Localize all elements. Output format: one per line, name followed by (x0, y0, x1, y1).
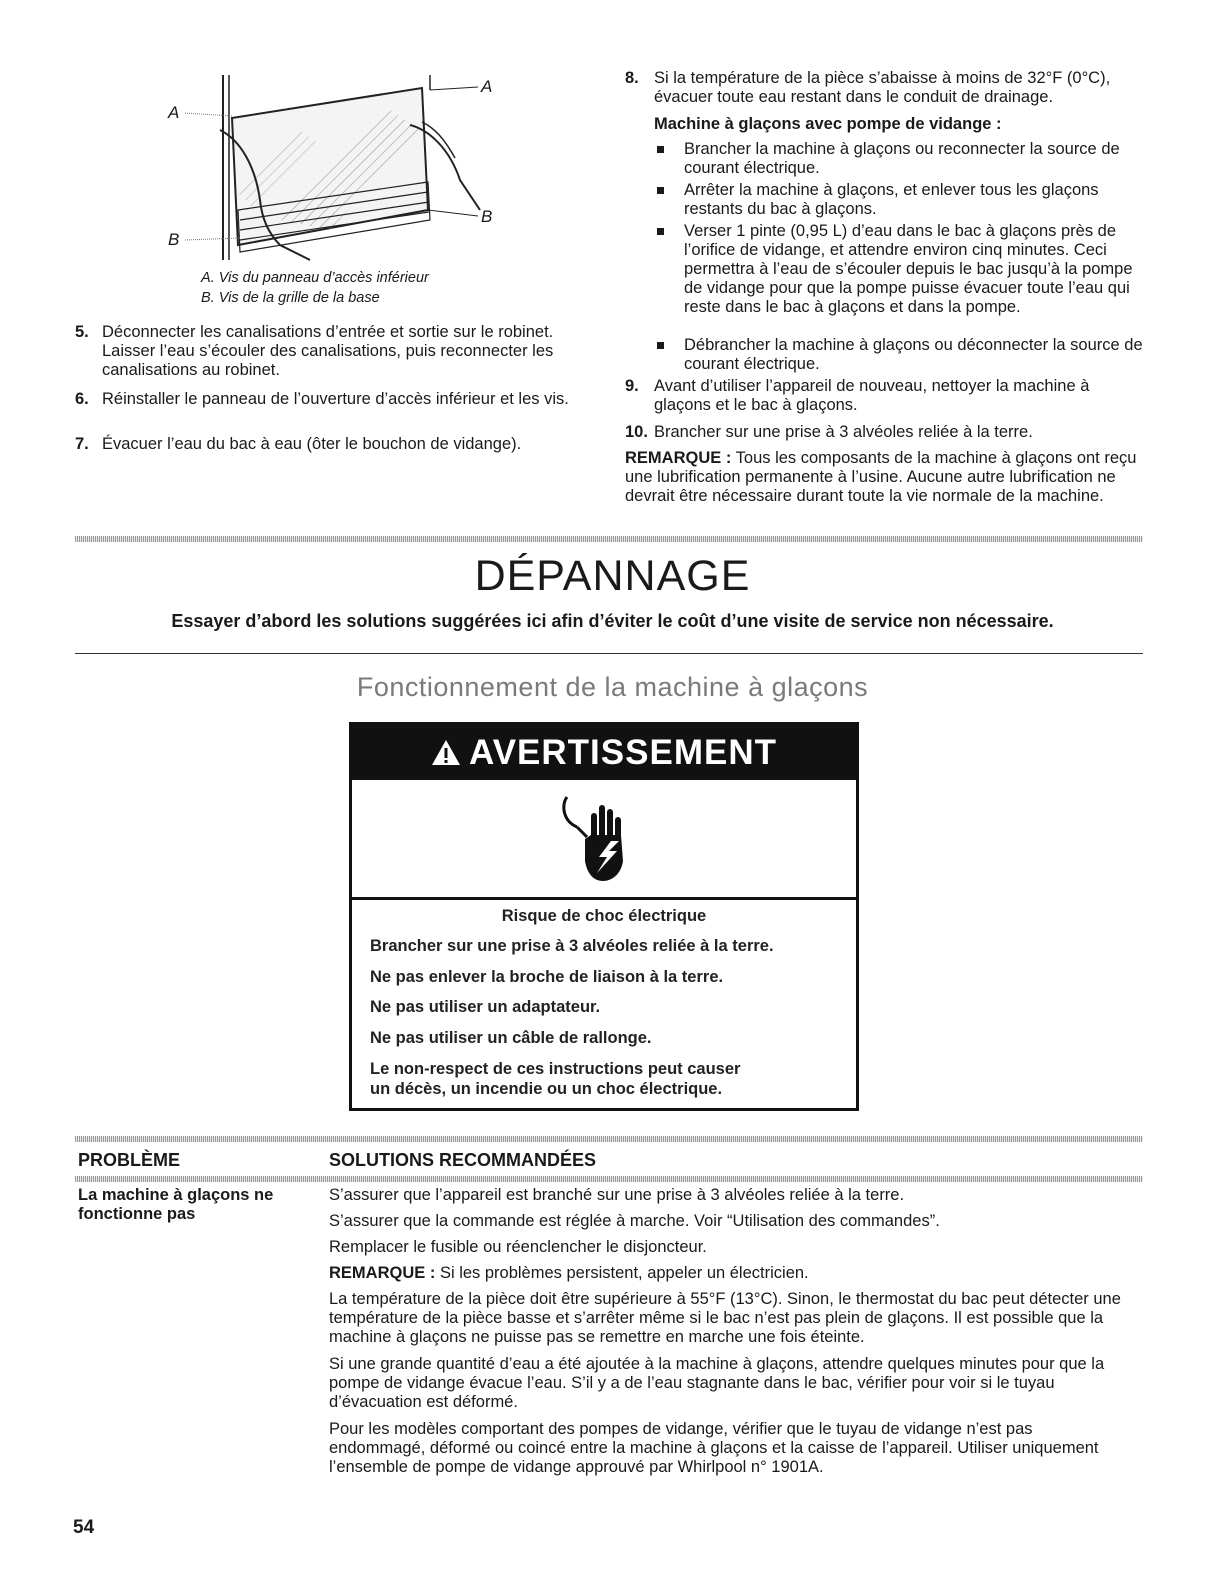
page-number: 54 (73, 1517, 95, 1538)
figure-label-a-right: A (481, 77, 493, 96)
warning-box (349, 722, 859, 1111)
step-9-number: 9. (625, 377, 639, 395)
warning-line-2: Brancher sur une prise à 3 alvéoles reliée à la terre. (370, 937, 774, 955)
pump-bullet-1: Brancher la machine à glaçons ou reconnecter la source de courant électrique. (684, 140, 1120, 177)
warning-title: AVERTISSEMENT (469, 733, 777, 772)
solution-note (329, 1264, 1129, 1283)
warning-line-6: Le non-respect de ces instructions peut causer (370, 1060, 741, 1078)
problem-cell: La machine à glaçons ne fonctionne pas (78, 1186, 274, 1223)
step-8-number: 8. (625, 69, 639, 87)
pump-bullet-3: Verser 1 pinte (0,95 L) d’eau dans le bac à glaçons près de l’orifice de vidange, et attendre environ cinq minutes. Ceci permettra à l’eau de s’écouler depuis le bac jusqu’à la pompe de vidange pour que la pompe puisse évacuer toute l’eau qui reste dans le bac à glaçons et dans la pompe. (684, 222, 1133, 316)
warning-header (352, 725, 856, 780)
step-10-number: 10. (625, 423, 648, 441)
warning-line-4: Ne pas utiliser un adaptateur. (370, 998, 601, 1016)
step-10-text: Brancher sur une prise à 3 alvéoles reliée à la terre. (654, 423, 1033, 441)
table-top-rule (75, 1136, 1143, 1142)
solution-6: Pour les modèles comportant des pompes de vidange, vérifier que le tuyau de vidange n’est pas endommagé, déformé ou coincé entre la machine à glaçons et la caisse de l’appareil. Utiliser uniquement l’ensemble de pompe de vidange approuvé par Whirlpool n° 1901A. (329, 1420, 1099, 1476)
warning-divider (352, 897, 856, 900)
intro-text: Essayer d’abord les solutions suggérées ici afin d’éviter le coût d’une visite de service non nécessaire. (171, 611, 1054, 631)
column-header-problem: PROBLÈME (78, 1150, 181, 1170)
section-divider (75, 536, 1143, 542)
section-subtitle: Fonctionnement de la machine à glaçons (356, 672, 869, 702)
figure-label-b-right: B (481, 207, 493, 226)
access-panel-figure (160, 70, 520, 265)
bullet-marker (657, 342, 664, 349)
bullet-marker (657, 187, 664, 194)
pump-bullet-2: Arrêter la machine à glaçons, et enlever tous les glaçons restants du bac à glaçons. (684, 181, 1099, 218)
warning-line-1: Risque de choc électrique (501, 907, 707, 925)
solution-4: La température de la pièce doit être supérieure à 55°F (13°C). Sinon, le thermostat du bac peut détecter une température de la pièce basse et s’arrêter même si le bac n’est pas plein de glaçons. Il est possible que la machine à glaçons ne puisse pas se remettre en marche une fois éteinte. (329, 1290, 1121, 1346)
figure-caption-a: A. Vis du panneau d’accès inférieur (201, 270, 429, 286)
warning-line-7: un décès, un incendie ou un choc électrique. (370, 1080, 723, 1098)
section-divider (75, 653, 1143, 654)
step-6-text: Réinstaller le panneau de l’ouverture d’accès inférieur et les vis. (102, 390, 569, 408)
step-9-text: Avant d’utiliser l’appareil de nouveau, nettoyer la machine à glaçons et le bac à glaçons. (654, 377, 1090, 414)
solution-note-text: Si les problèmes persistent, appeler un électricien. (439, 1264, 809, 1282)
solution-3: Remplacer le fusible ou réenclencher le disjoncteur. (329, 1238, 707, 1256)
solution-2: S’assurer que la commande est réglée à marche. Voir “Utilisation des commandes”. (329, 1212, 940, 1230)
bullet-marker (657, 146, 664, 153)
step-7-text: Évacuer l’eau du bac à eau (ôter le bouchon de vidange). (102, 435, 522, 453)
note-label: REMARQUE : (625, 449, 732, 467)
page-title: DÉPANNAGE (474, 552, 751, 600)
step-5-number: 5. (75, 323, 89, 341)
step-5-text: Déconnecter les canalisations d’entrée et sortie sur le robinet. Laisser l’eau s’écouler des canalisations, puis reconnecter les canalisations au robinet. (102, 323, 554, 379)
warning-line-3: Ne pas enlever la broche de liaison à la terre. (370, 968, 724, 986)
column-header-solutions: SOLUTIONS RECOMMANDÉES (329, 1150, 597, 1170)
lubrication-note (625, 449, 1145, 506)
bullet-marker (657, 228, 664, 235)
figure-label-a-left: A (168, 103, 180, 122)
solution-1: S’assurer que l’appareil est branché sur une prise à 3 alvéoles reliée à la terre. (329, 1186, 905, 1204)
access-panel-illustration (160, 70, 520, 265)
step-8-text: Si la température de la pièce s’abaisse à moins de 32°F (0°C), évacuer toute eau restant dans le conduit de drainage. (654, 69, 1111, 106)
table-header-rule (75, 1176, 1143, 1182)
pump-heading: Machine à glaçons avec pompe de vidange : (654, 115, 1002, 133)
pump-bullet-4: Débrancher la machine à glaçons ou déconnecter la source de courant électrique. (684, 336, 1143, 373)
solution-note-label: REMARQUE : (329, 1264, 436, 1282)
figure-caption-b: B. Vis de la grille de la base (201, 290, 380, 306)
figure-label-b-left: B (168, 230, 180, 249)
electric-shock-hand-icon (559, 791, 643, 892)
solution-5: Si une grande quantité d’eau a été ajoutée à la machine à glaçons, attendre quelques minutes pour que la pompe de vidange évacue l’eau. S’il y a de l’eau stagnante dans le bac, vérifier pour voir si le tuyau d’évacuation est déformé. (329, 1355, 1105, 1411)
step-7-number: 7. (75, 435, 89, 453)
step-6-number: 6. (75, 390, 89, 408)
warning-triangle-icon (431, 727, 461, 783)
note-text: Tous les composants de la machine à glaçons ont reçu une lubrification permanente à l’usine. Aucune autre lubrification ne devrait être nécessaire durant toute la vie normale de la machine. (625, 449, 1137, 505)
warning-line-5: Ne pas utiliser un câble de rallonge. (370, 1029, 652, 1047)
